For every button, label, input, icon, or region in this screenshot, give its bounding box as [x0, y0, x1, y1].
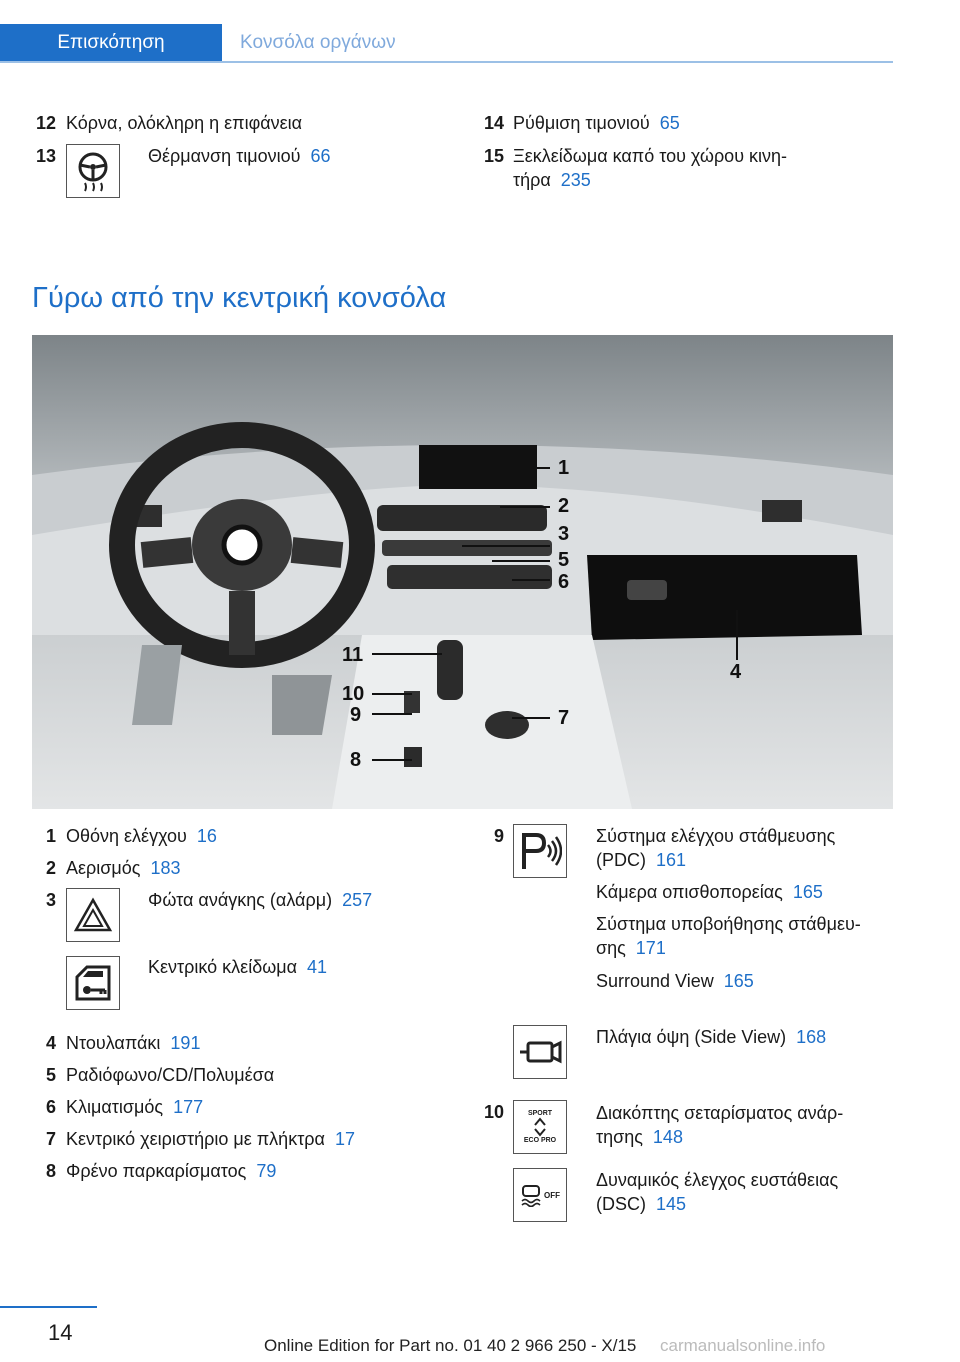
- dashboard-photo: [32, 335, 893, 809]
- park-distance-control-icon: [513, 824, 567, 878]
- callout-number: 8: [350, 749, 362, 771]
- section-title: Γύρω από την κεντρική κονσόλα: [32, 282, 447, 314]
- callout-line: [520, 467, 550, 469]
- item-number: 5: [45, 1065, 56, 1085]
- page-reference[interactable]: 66: [310, 146, 331, 166]
- item-label: Θέρμανση τιμονιού 66: [148, 146, 331, 166]
- callout-line: [512, 717, 550, 719]
- eco-pro-label: ECO PRO: [523, 1137, 557, 1144]
- page-reference[interactable]: 16: [196, 826, 217, 846]
- side-view-camera-icon: [513, 1025, 567, 1079]
- item-label: Φρένο παρκαρίσματος 79: [66, 1161, 277, 1181]
- callout-line: [372, 693, 412, 695]
- item-label: Σύστημα υποβοήθησης στάθμευ- σης 171: [596, 914, 861, 958]
- page-reference[interactable]: 145: [656, 1194, 687, 1214]
- callout-number: 11: [342, 644, 364, 666]
- callout-line: [512, 579, 550, 581]
- dsc-off-icon: [513, 1168, 567, 1222]
- callout-line: [372, 653, 442, 655]
- item-number: 1: [45, 826, 56, 846]
- callout-line: [500, 506, 550, 508]
- page-reference[interactable]: 65: [659, 113, 680, 133]
- callout-number: 10: [342, 683, 365, 705]
- page-reference[interactable]: 257: [342, 890, 373, 910]
- callout-line: [372, 759, 412, 761]
- item-label: Κάμερα οπισθοπορείας 165: [596, 882, 823, 902]
- tab-instrument-cluster[interactable]: Κονσόλα οργάνων: [240, 32, 396, 53]
- page-reference[interactable]: 191: [170, 1033, 201, 1053]
- item-label: Κλιματισμός 177: [66, 1097, 204, 1117]
- item-label: Αερισμός 183: [66, 858, 181, 878]
- footer-divider: [0, 1306, 97, 1308]
- page-reference[interactable]: 41: [307, 957, 328, 977]
- item-label: Ρύθμιση τιμονιού 65: [513, 113, 680, 133]
- item-number: 4: [45, 1033, 56, 1053]
- callout-number: 7: [558, 707, 570, 729]
- item-number: 10: [483, 1102, 504, 1122]
- sport-label: SPORT: [527, 1110, 553, 1117]
- item-number: 2: [45, 858, 56, 878]
- item-label: Δυναμικός έλεγχος ευστάθειας (DSC) 145: [596, 1170, 839, 1214]
- edition-note: Online Edition for Part no. 01 40 2 966 250 - X/15: [264, 1336, 637, 1355]
- page-reference[interactable]: 177: [173, 1097, 204, 1117]
- central-locking-icon: [66, 956, 120, 1010]
- item-label: Κόρνα, ολόκληρη η επιφάνεια: [66, 113, 303, 133]
- off-label: OFF: [544, 1190, 560, 1200]
- page-reference[interactable]: 79: [256, 1161, 277, 1181]
- item-number: 8: [45, 1161, 56, 1181]
- callout-number: 3: [558, 523, 570, 545]
- callout-line: [462, 545, 550, 547]
- page-reference[interactable]: 183: [150, 858, 181, 878]
- callout-line: [372, 713, 412, 715]
- item-label: Surround View 165: [596, 971, 754, 991]
- item-label: Ντουλαπάκι 191: [66, 1033, 201, 1053]
- item-label: Πλάγια όψη (Side View) 168: [596, 1027, 827, 1047]
- item-label: Ξεκλείδωμα καπό του χώρου κινη- τήρα 235: [513, 146, 788, 190]
- page-reference[interactable]: 17: [334, 1129, 355, 1149]
- callout-number: 5: [558, 549, 570, 571]
- item-label: Σύστημα ελέγχου στάθμευσης (PDC) 161: [596, 826, 836, 870]
- item-label: Ραδιόφωνο/CD/Πολυμέσα: [66, 1065, 275, 1085]
- page-reference[interactable]: 165: [723, 971, 754, 991]
- item-number: 12: [35, 113, 56, 133]
- header-divider: [0, 61, 893, 63]
- watermark: carmanualsonline.info: [660, 1336, 826, 1355]
- callout-number: 9: [350, 704, 362, 726]
- callout-line: [736, 610, 738, 660]
- item-label: Διακόπτης σεταρίσματος ανάρ- τησης 148: [596, 1103, 844, 1147]
- item-number: 6: [45, 1097, 56, 1117]
- driving-mode-switch-icon: [513, 1100, 567, 1154]
- page-reference[interactable]: 161: [656, 850, 687, 870]
- tab-overview[interactable]: Επισκόπηση: [0, 24, 222, 62]
- callout-line: [492, 560, 550, 562]
- item-number: 15: [483, 146, 504, 166]
- callout-number: 4: [730, 661, 742, 683]
- item-label: Κεντρικό χειριστήριο με πλήκτρα 17: [66, 1129, 355, 1149]
- page-number: 14: [48, 1320, 73, 1345]
- callout-number: 1: [558, 457, 570, 479]
- item-number: 14: [483, 113, 504, 133]
- item-label: Κεντρικό κλείδωμα 41: [148, 957, 328, 977]
- item-number: 3: [45, 890, 56, 910]
- hazard-warning-icon: [66, 888, 120, 942]
- page-reference[interactable]: 171: [635, 938, 666, 958]
- heated-steering-wheel-icon: [66, 144, 120, 198]
- item-label: Φώτα ανάγκης (αλάρμ) 257: [148, 890, 373, 910]
- page-reference[interactable]: 168: [796, 1027, 827, 1047]
- page-reference[interactable]: 148: [652, 1127, 683, 1147]
- page-reference[interactable]: 235: [560, 170, 591, 190]
- item-number: 7: [45, 1129, 56, 1149]
- item-label: Οθόνη ελέγχου 16: [66, 826, 217, 846]
- callout-number: 6: [558, 571, 570, 593]
- callout-number: 2: [558, 495, 570, 517]
- item-number: 13: [35, 146, 56, 166]
- item-number: 9: [493, 826, 504, 846]
- page-reference[interactable]: 165: [792, 882, 823, 902]
